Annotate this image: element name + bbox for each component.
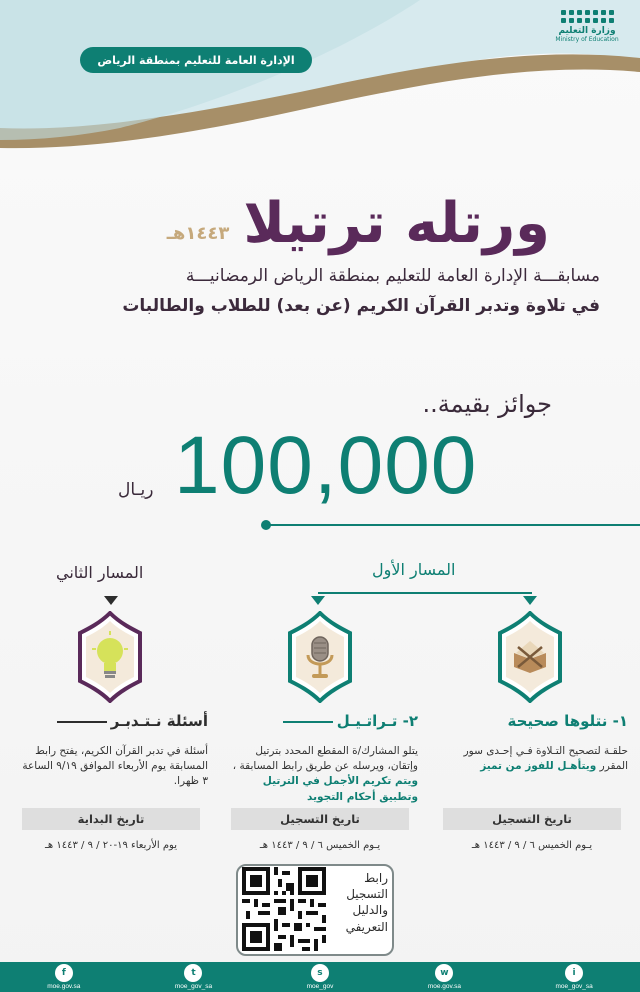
lightbulb-icon xyxy=(76,611,144,703)
section-divider xyxy=(266,524,640,526)
arrow-down-icon xyxy=(311,596,325,605)
track-1-date-header: تاريخ التسجيل xyxy=(443,808,621,830)
subtitle-line-2: في تلاوة وتدبر القرآن الكريم (عن بعد) للطلاب والطالبات xyxy=(122,295,600,316)
ministry-logo xyxy=(554,10,620,43)
arrow-down-icon xyxy=(523,596,537,605)
prize-label: جوائز بقيمة.. xyxy=(422,390,552,418)
track-1-date xyxy=(443,808,621,851)
campaign-title: ورتله ترتيلا xyxy=(243,191,550,256)
registration-text[interactable] xyxy=(336,870,388,935)
prize-currency: ريـال xyxy=(118,480,154,500)
twitter-handle[interactable]: moe_gov_sa xyxy=(174,983,213,990)
microphone-icon xyxy=(286,611,354,703)
title-row xyxy=(90,182,550,256)
snapchat-icon[interactable]: s xyxy=(311,964,329,982)
campaign-year: ١٤٤٣هـ xyxy=(166,223,230,244)
instagram-handle[interactable]: moe_gov_sa xyxy=(555,983,593,990)
track-3-description: أسئلة في تدبر القرآن الكريم، يفتح رابط المسابقة يوم الأربعاء الموافق ٩/١٩ الساعة ٣ ظهرا. xyxy=(22,745,208,788)
track-3-date xyxy=(22,808,200,851)
social-snapchat[interactable] xyxy=(307,964,334,990)
quran-icon xyxy=(496,611,564,703)
instagram-icon[interactable]: i xyxy=(565,964,583,982)
web-icon[interactable]: w xyxy=(435,964,453,982)
track-3-date-value: يوم الأربعاء ١٩-٢٠ / ٩ / ١٤٤٣ هـ xyxy=(45,840,177,851)
header-wave xyxy=(0,0,640,180)
facebook-icon[interactable]: f xyxy=(55,964,73,982)
social-footer xyxy=(0,962,640,992)
first-track-bracket xyxy=(318,592,532,594)
social-instagram[interactable] xyxy=(555,964,592,990)
ministry-name-ar: وزارة التعليم xyxy=(558,26,616,36)
track-1-title: ١- نتلوها صحيحة xyxy=(507,712,628,730)
snapchat-handle[interactable]: moe_gov xyxy=(306,983,334,990)
arrow-down-icon xyxy=(104,596,118,605)
social-twitter[interactable] xyxy=(175,964,212,990)
track-3 xyxy=(18,712,208,790)
first-track-label: المسار الأول xyxy=(372,560,456,579)
facebook-handle[interactable]: moe.gov.sa xyxy=(47,983,81,990)
twitter-icon[interactable]: t xyxy=(184,964,202,982)
track-2-description: يتلو المشارك/ة المقطع المحدد بترتيل وإتقان، ويرسله عن طريق رابط المسابقة ، ويتم تكريم الأجمل في الترتيل وتطبيق أحكام التجويد xyxy=(232,745,418,803)
qr-code-icon[interactable] xyxy=(242,866,326,952)
social-facebook[interactable] xyxy=(47,964,80,990)
track-1-date-value: يـوم الخميس ٦ / ٩ / ١٤٤٣ هـ xyxy=(471,840,593,851)
track-2-date-value: يـوم الخميس ٦ / ٩ / ١٤٤٣ هـ xyxy=(259,840,381,851)
second-track-label: المسار الثاني xyxy=(56,563,144,582)
social-website[interactable] xyxy=(428,964,461,990)
ministry-name-en: Ministry of Education xyxy=(555,36,619,43)
track-3-date-header: تاريخ البداية xyxy=(22,808,200,830)
campaign-subtitle xyxy=(40,262,600,322)
track-2 xyxy=(228,712,418,805)
guide-link-label[interactable]: والدليل التعريفي xyxy=(345,903,388,934)
track-3-title: أسئلة نـتـدبـر xyxy=(18,712,208,730)
subtitle-line-1: مسابقـــة الإدارة العامة للتعليم بمنطقة الرياض الرمضانيـــة xyxy=(185,266,600,286)
track-2-title: ٢- تـراتـيـل xyxy=(228,712,418,730)
prize-amount: 100,000 xyxy=(174,420,478,511)
department-badge: الإدارة العامة للتعليم بمنطقة الرياض xyxy=(80,47,312,73)
registration-link-label[interactable]: رابط التسجيل xyxy=(346,871,388,902)
track-1 xyxy=(438,712,628,774)
track-2-date-header: تاريخ التسجيل xyxy=(231,808,409,830)
track-1-description: حلقـة لتصحيح التـلاوة فـي إحـدى سور المقرر ويتأهـل للفوز من تميز xyxy=(463,745,628,773)
website-handle[interactable]: moe.gov.sa xyxy=(427,983,461,990)
track-2-date xyxy=(231,808,409,851)
